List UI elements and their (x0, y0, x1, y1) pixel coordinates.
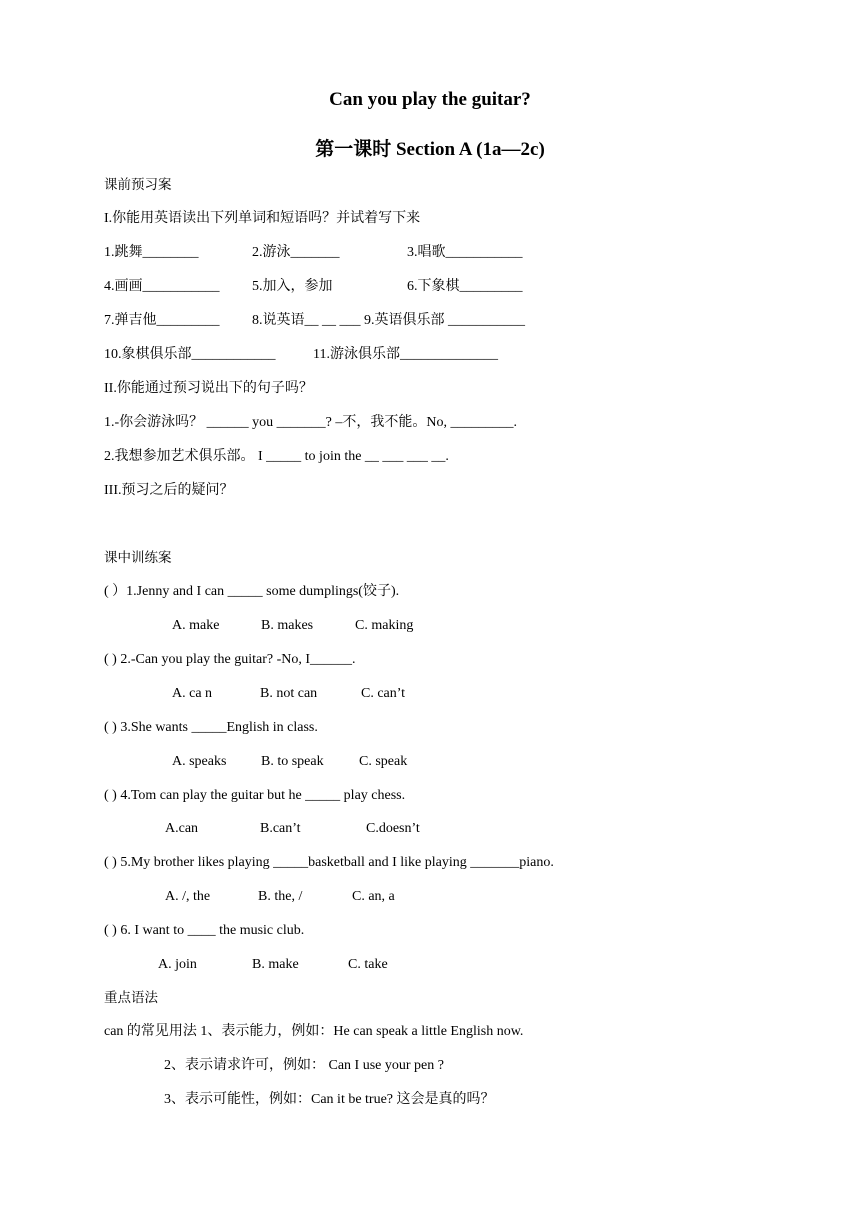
page-subtitle: 第一课时 Section A (1a—2c) (315, 139, 545, 160)
grammar-line-3: 3、表示可能性，例如：Can it be true? 这会是真的吗？ (164, 1092, 495, 1107)
part3-heading: III.预习之后的疑问？ (104, 483, 234, 498)
option-b: B. make (252, 957, 299, 972)
part2-heading: II.你能通过预习说出下的句子吗？ (104, 381, 313, 396)
question-4-options (165, 820, 665, 838)
vocab-item: 8.说英语__ __ ___ 9.英语俱乐部 ___________ (252, 313, 525, 328)
vocab-item: 4.画画___________ (104, 279, 220, 294)
option-b: B. the, / (258, 889, 303, 904)
vocab-item: 6.下象棋_________ (407, 279, 523, 294)
practice-heading: 课中训练案 (104, 550, 172, 566)
question-6-stem: ( ) 6. I want to ____ the music club. (104, 923, 305, 938)
vocab-row-4 (104, 346, 804, 364)
option-b: B. to speak (261, 754, 324, 769)
option-c: C. an, a (352, 889, 395, 904)
vocab-row-1 (104, 244, 804, 262)
option-b: B.can’t (260, 821, 301, 836)
question-3-stem: ( ) 3.She wants _____English in class. (104, 720, 318, 735)
question-1-options (172, 617, 672, 635)
option-c: C.doesn’t (366, 821, 420, 836)
option-a: A. /, the (165, 889, 211, 904)
option-a: A. join (158, 957, 197, 972)
vocab-item: 2.游泳_______ (252, 245, 340, 260)
option-a: A. make (172, 618, 220, 633)
vocab-item: 3.唱歌___________ (407, 245, 523, 260)
vocab-row-3 (104, 312, 804, 330)
option-a: A.can (165, 821, 199, 836)
option-c: C. can’t (361, 686, 406, 701)
preview-sentence-2: 2.我想参加艺术俱乐部。 I _____ to join the __ ___ ___ __. (104, 449, 449, 464)
grammar-line-2: 2、表示请求许可，例如： Can I use your pen ? (164, 1058, 444, 1073)
option-c: C. take (348, 957, 388, 972)
option-c: C. speak (359, 754, 408, 769)
option-c: C. making (355, 618, 414, 633)
preview-sentence-1: 1.-你会游泳吗？ ______ you _______? –不，我不能。No, _________. (104, 415, 517, 430)
question-2-options (172, 685, 672, 703)
option-b: B. not can (260, 686, 318, 701)
vocab-item: 5.加入，参加 (252, 279, 333, 294)
question-5-options (165, 888, 665, 906)
question-5-stem: ( ) 5.My brother likes playing _____basketball and I like playing _______piano. (104, 855, 554, 870)
vocab-item: 10.象棋俱乐部____________ (104, 347, 276, 362)
option-a: A. ca n (172, 686, 213, 701)
grammar-line-1: can 的常见用法 1、表示能力，例如：He can speak a little English now. (104, 1024, 524, 1039)
question-6-options (158, 956, 658, 974)
question-1-stem: ( ）1.Jenny and I can _____ some dumplings(饺子). (104, 584, 400, 599)
vocab-item: 11.游泳俱乐部______________ (313, 347, 498, 362)
vocab-item: 1.跳舞________ (104, 245, 199, 260)
grammar-heading: 重点语法 (104, 990, 158, 1006)
preview-heading: 课前预习案 (104, 177, 172, 193)
question-4-stem: ( ) 4.Tom can play the guitar but he _____ play chess. (104, 788, 406, 803)
option-a: A. speaks (172, 754, 227, 769)
vocab-item: 7.弹吉他_________ (104, 313, 220, 328)
vocab-row-2 (104, 278, 804, 296)
question-2-stem: ( ) 2.-Can you play the guitar? -No, I______. (104, 652, 356, 667)
page-title: Can you play the guitar? (329, 89, 531, 110)
part1-heading: I.你能用英语读出下列单词和短语吗？并试着写下来 (104, 211, 421, 226)
option-b: B. makes (261, 618, 314, 633)
question-3-options (172, 753, 672, 771)
